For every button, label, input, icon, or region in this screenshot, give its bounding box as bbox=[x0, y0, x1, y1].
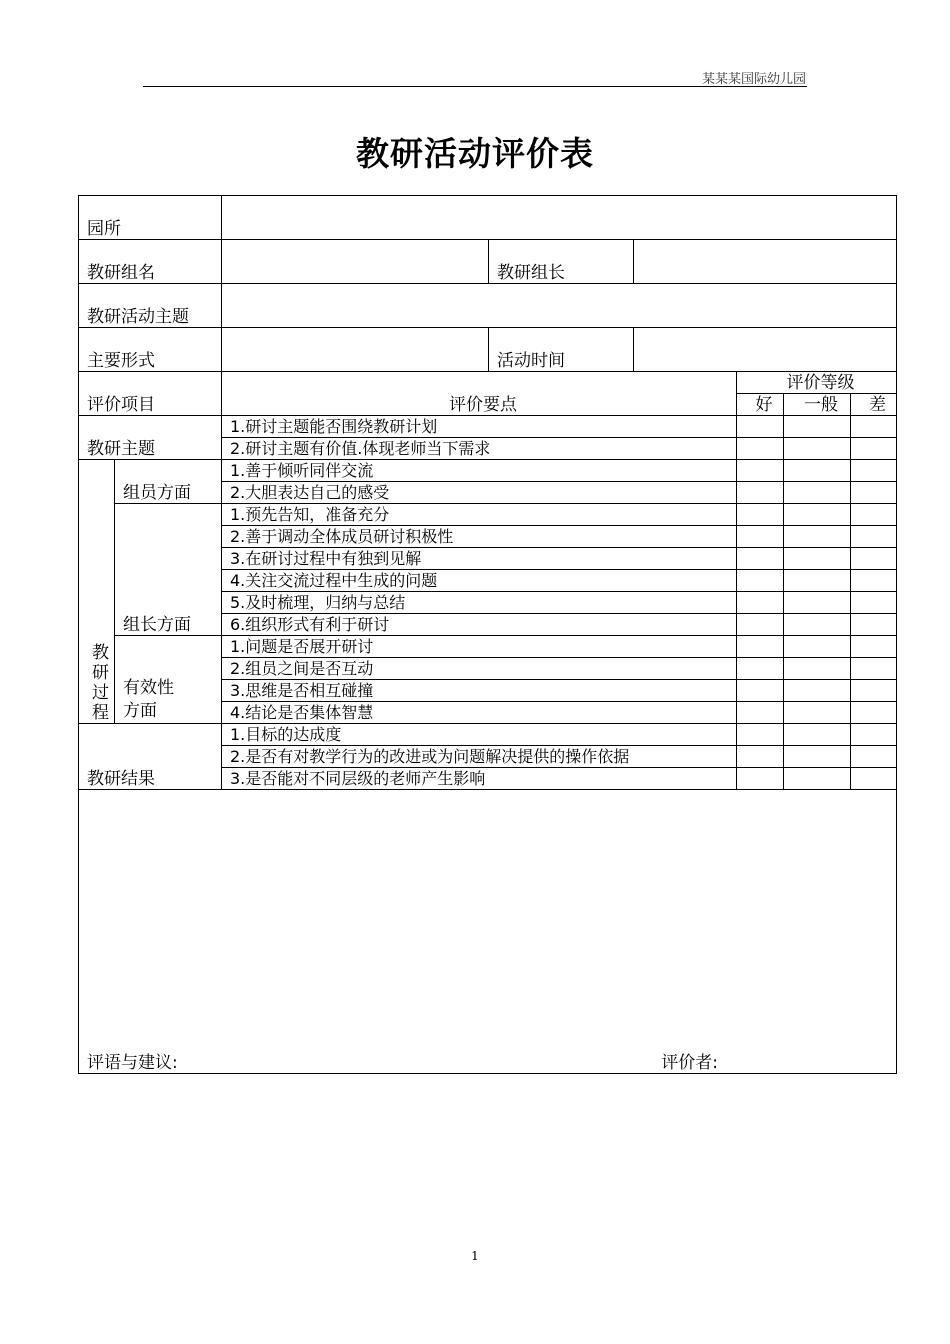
grade-cell-good[interactable] bbox=[737, 724, 784, 746]
grade-cell-average[interactable] bbox=[784, 416, 851, 438]
grade-cell-good[interactable] bbox=[737, 746, 784, 768]
result-item-3: 3.是否能对不同层级的老师产生影响 bbox=[222, 768, 737, 790]
grade-cell-good[interactable] bbox=[737, 504, 784, 526]
effectiveness-label-line1: 有效性 bbox=[123, 678, 174, 698]
grade-header: 评价等级 bbox=[737, 372, 897, 394]
member-item-1: 1.善于倾听同伴交流 bbox=[222, 460, 737, 482]
grade-cell-poor[interactable] bbox=[851, 746, 897, 768]
process-char-1: 教 bbox=[92, 643, 109, 663]
grade-cell-average[interactable] bbox=[784, 592, 851, 614]
grade-cell-average[interactable] bbox=[784, 702, 851, 724]
grade-cell-average[interactable] bbox=[784, 636, 851, 658]
process-section-label bbox=[79, 460, 115, 724]
member-aspect-label: 组员方面 bbox=[115, 460, 222, 504]
grade-cell-poor[interactable] bbox=[851, 504, 897, 526]
grade-cell-good[interactable] bbox=[737, 680, 784, 702]
kindergarten-field[interactable] bbox=[222, 196, 897, 240]
leader-aspect-label: 组长方面 bbox=[115, 504, 222, 636]
process-char-2: 研 bbox=[92, 663, 109, 683]
grade-cell-good[interactable] bbox=[737, 570, 784, 592]
page-title: 教研活动评价表 bbox=[356, 134, 594, 173]
evaluation-table bbox=[78, 195, 897, 1074]
grade-cell-good[interactable] bbox=[737, 658, 784, 680]
table-row bbox=[79, 724, 897, 746]
group-name-field[interactable] bbox=[222, 240, 489, 284]
grade-cell-poor[interactable] bbox=[851, 460, 897, 482]
grade-cell-good[interactable] bbox=[737, 548, 784, 570]
theme-field[interactable] bbox=[222, 284, 897, 328]
grade-cell-average[interactable] bbox=[784, 548, 851, 570]
grade-cell-good[interactable] bbox=[737, 702, 784, 724]
grade-cell-poor[interactable] bbox=[851, 482, 897, 504]
effectiveness-item-2: 2.组员之间是否互动 bbox=[222, 658, 737, 680]
grade-cell-average[interactable] bbox=[784, 768, 851, 790]
effectiveness-item-1: 1.问题是否展开研讨 bbox=[222, 636, 737, 658]
grade-cell-poor[interactable] bbox=[851, 570, 897, 592]
grade-cell-average[interactable] bbox=[784, 570, 851, 592]
result-section-label: 教研结果 bbox=[79, 724, 222, 790]
effectiveness-aspect-label bbox=[115, 636, 222, 724]
grade-poor-header: 差 bbox=[851, 394, 897, 416]
grade-cell-average[interactable] bbox=[784, 460, 851, 482]
member-item-2: 2.大胆表达自己的感受 bbox=[222, 482, 737, 504]
table-row bbox=[79, 636, 897, 658]
comments-area[interactable] bbox=[79, 790, 897, 1074]
grade-cell-poor[interactable] bbox=[851, 680, 897, 702]
grade-good-header: 好 bbox=[737, 394, 784, 416]
table-row bbox=[79, 460, 897, 482]
effectiveness-label-line2: 方面 bbox=[123, 701, 157, 721]
table-row bbox=[79, 504, 897, 526]
leader-item-1: 1.预先告知，准备充分 bbox=[222, 504, 737, 526]
grade-cell-poor[interactable] bbox=[851, 614, 897, 636]
page-number: 1 bbox=[471, 1249, 479, 1263]
grade-cell-average[interactable] bbox=[784, 482, 851, 504]
grade-cell-poor[interactable] bbox=[851, 416, 897, 438]
effectiveness-item-3: 3.思维是否相互碰撞 bbox=[222, 680, 737, 702]
header-org-name: 某某某国际幼儿园 bbox=[701, 72, 806, 87]
grade-cell-average[interactable] bbox=[784, 526, 851, 548]
grade-cell-average[interactable] bbox=[784, 724, 851, 746]
grade-cell-average[interactable] bbox=[784, 746, 851, 768]
form-field[interactable] bbox=[222, 328, 489, 372]
grade-cell-good[interactable] bbox=[737, 438, 784, 460]
form-label: 主要形式 bbox=[79, 328, 222, 372]
process-char-3: 过 bbox=[92, 683, 109, 703]
points-header: 评价要点 bbox=[222, 372, 737, 416]
theme-item-2: 2.研讨主题有价值.体现老师当下需求 bbox=[222, 438, 737, 460]
item-header: 评价项目 bbox=[79, 372, 222, 416]
grade-cell-good[interactable] bbox=[737, 526, 784, 548]
grade-cell-poor[interactable] bbox=[851, 548, 897, 570]
grade-cell-average[interactable] bbox=[784, 614, 851, 636]
process-char-4: 程 bbox=[92, 703, 109, 723]
result-item-1: 1.目标的达成度 bbox=[222, 724, 737, 746]
leader-item-3: 3.在研讨过程中有独到见解 bbox=[222, 548, 737, 570]
header-rule bbox=[143, 86, 807, 87]
leader-item-6: 6.组织形式有利于研讨 bbox=[222, 614, 737, 636]
grade-cell-average[interactable] bbox=[784, 504, 851, 526]
grade-cell-good[interactable] bbox=[737, 416, 784, 438]
grade-cell-average[interactable] bbox=[784, 680, 851, 702]
grade-cell-poor[interactable] bbox=[851, 438, 897, 460]
time-field[interactable] bbox=[634, 328, 897, 372]
grade-cell-poor[interactable] bbox=[851, 724, 897, 746]
grade-cell-good[interactable] bbox=[737, 614, 784, 636]
comments-label: 评语与建议: bbox=[87, 1053, 178, 1073]
grade-cell-average[interactable] bbox=[784, 438, 851, 460]
grade-cell-poor[interactable] bbox=[851, 768, 897, 790]
theme-item-1: 1.研讨主题能否围绕教研计划 bbox=[222, 416, 737, 438]
theme-section-label: 教研主题 bbox=[79, 416, 222, 460]
grade-cell-good[interactable] bbox=[737, 482, 784, 504]
group-leader-label: 教研组长 bbox=[489, 240, 634, 284]
grade-cell-poor[interactable] bbox=[851, 658, 897, 680]
grade-cell-good[interactable] bbox=[737, 636, 784, 658]
grade-cell-good[interactable] bbox=[737, 592, 784, 614]
leader-item-4: 4.关注交流过程中生成的问题 bbox=[222, 570, 737, 592]
grade-average-header: 一般 bbox=[784, 394, 851, 416]
group-name-label: 教研组名 bbox=[79, 240, 222, 284]
leader-item-5: 5.及时梳理，归纳与总结 bbox=[222, 592, 737, 614]
grade-cell-average[interactable] bbox=[784, 658, 851, 680]
grade-cell-good[interactable] bbox=[737, 768, 784, 790]
grade-cell-poor[interactable] bbox=[851, 702, 897, 724]
grade-cell-poor[interactable] bbox=[851, 526, 897, 548]
leader-item-2: 2.善于调动全体成员研讨积极性 bbox=[222, 526, 737, 548]
group-leader-field[interactable] bbox=[634, 240, 897, 284]
table-row bbox=[79, 416, 897, 438]
grade-cell-good[interactable] bbox=[737, 460, 784, 482]
effectiveness-item-4: 4.结论是否集体智慧 bbox=[222, 702, 737, 724]
result-item-2: 2.是否有对教学行为的改进或为问题解决提供的操作依据 bbox=[222, 746, 737, 768]
kindergarten-label: 园所 bbox=[79, 196, 222, 240]
evaluator-label: 评价者: bbox=[661, 1053, 718, 1073]
grade-cell-poor[interactable] bbox=[851, 636, 897, 658]
grade-cell-poor[interactable] bbox=[851, 592, 897, 614]
time-label: 活动时间 bbox=[489, 328, 634, 372]
theme-label: 教研活动主题 bbox=[79, 284, 222, 328]
